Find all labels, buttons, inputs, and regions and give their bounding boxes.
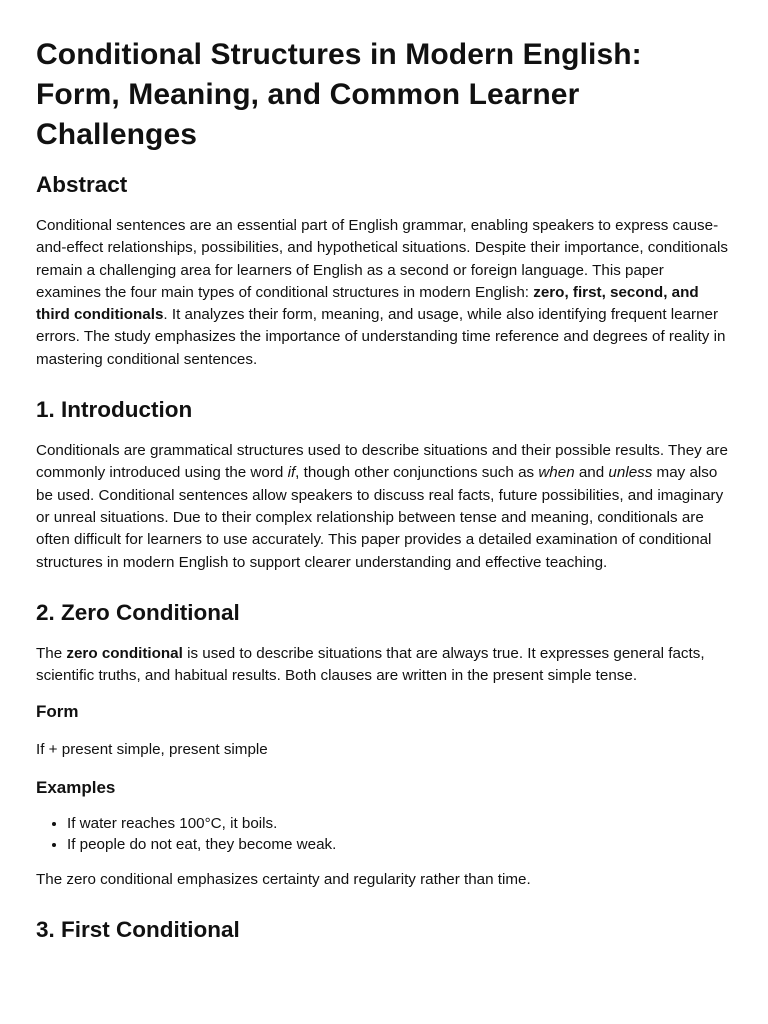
intro-text-part: , though other conjunctions such as [295,464,539,482]
examples-subheading: Examples [36,777,116,797]
intro-text-part: Conditionals are grammatical structures used to describe situations and their possible results. They are commonly introduced using the word [36,442,728,482]
form-formula: If + present simple, present simple [36,741,268,759]
zero-text-part: is used to describe situations that are always true. It expresses general facts, scientific truths, and habitual results. Both clauses are written in the present simple tense. [36,644,705,685]
zero-conditional-summary: The zero conditional emphasizes certainty and regularity rather than time. [36,870,531,888]
abstract-bold-phrase: zero, first, second, and third conditionals [36,283,699,324]
document-page [36,0,732,945]
intro-text-part: and [574,464,609,482]
abstract-text-part: Conditional sentences are an essential part of English grammar, enabling speakers to express cause-and-effect relationships, possibilities, and hypothetical situations. Despite their importance, conditionals remain a challenging area for learners of English as a second or foreign language. This paper examines the four main types of conditional structures in modern English: [36,217,728,301]
zero-conditional-heading: 2. Zero Conditional [36,599,240,625]
abstract-text-part: . It analyzes their form, meaning, and usage, while also identifying frequent learner errors. The study emphasizes the importance of understanding time reference and degrees of reality in mastering conditional sentences. [36,306,726,368]
examples-list [36,813,732,856]
intro-text-part: may also be used. Conditional sentences allow speakers to discuss real facts, future possibilities, and imaginary or unreal situations. Due to their complex relationship between tense and meaning, conditionals are often difficult for learners to use accurately. This paper provides a detailed examination of conditional structures in modern English to support clearer understanding and effective teaching. [36,464,724,571]
zero-text-part: The [36,644,67,662]
introduction-paragraph [36,440,732,574]
form-subheading: Form [36,702,79,722]
list-item: • If water reaches 100°C, it boils. [67,813,732,835]
abstract-paragraph [36,215,732,371]
first-conditional-heading: 3. First Conditional [36,917,240,943]
zero-bold-phrase: zero conditional [66,644,183,662]
introduction-heading: 1. Introduction [36,397,193,423]
intro-italic-word: if [287,464,296,482]
abstract-heading: Abstract [36,172,128,197]
intro-italic-word: when [538,464,575,482]
zero-conditional-paragraph [36,643,732,688]
page-title: Conditional Structures in Modern English: Form, Meaning, and Common Learner Challenges [36,38,642,151]
intro-italic-word: unless [608,464,653,482]
list-item: • If people do not eat, they become weak. [67,834,732,856]
